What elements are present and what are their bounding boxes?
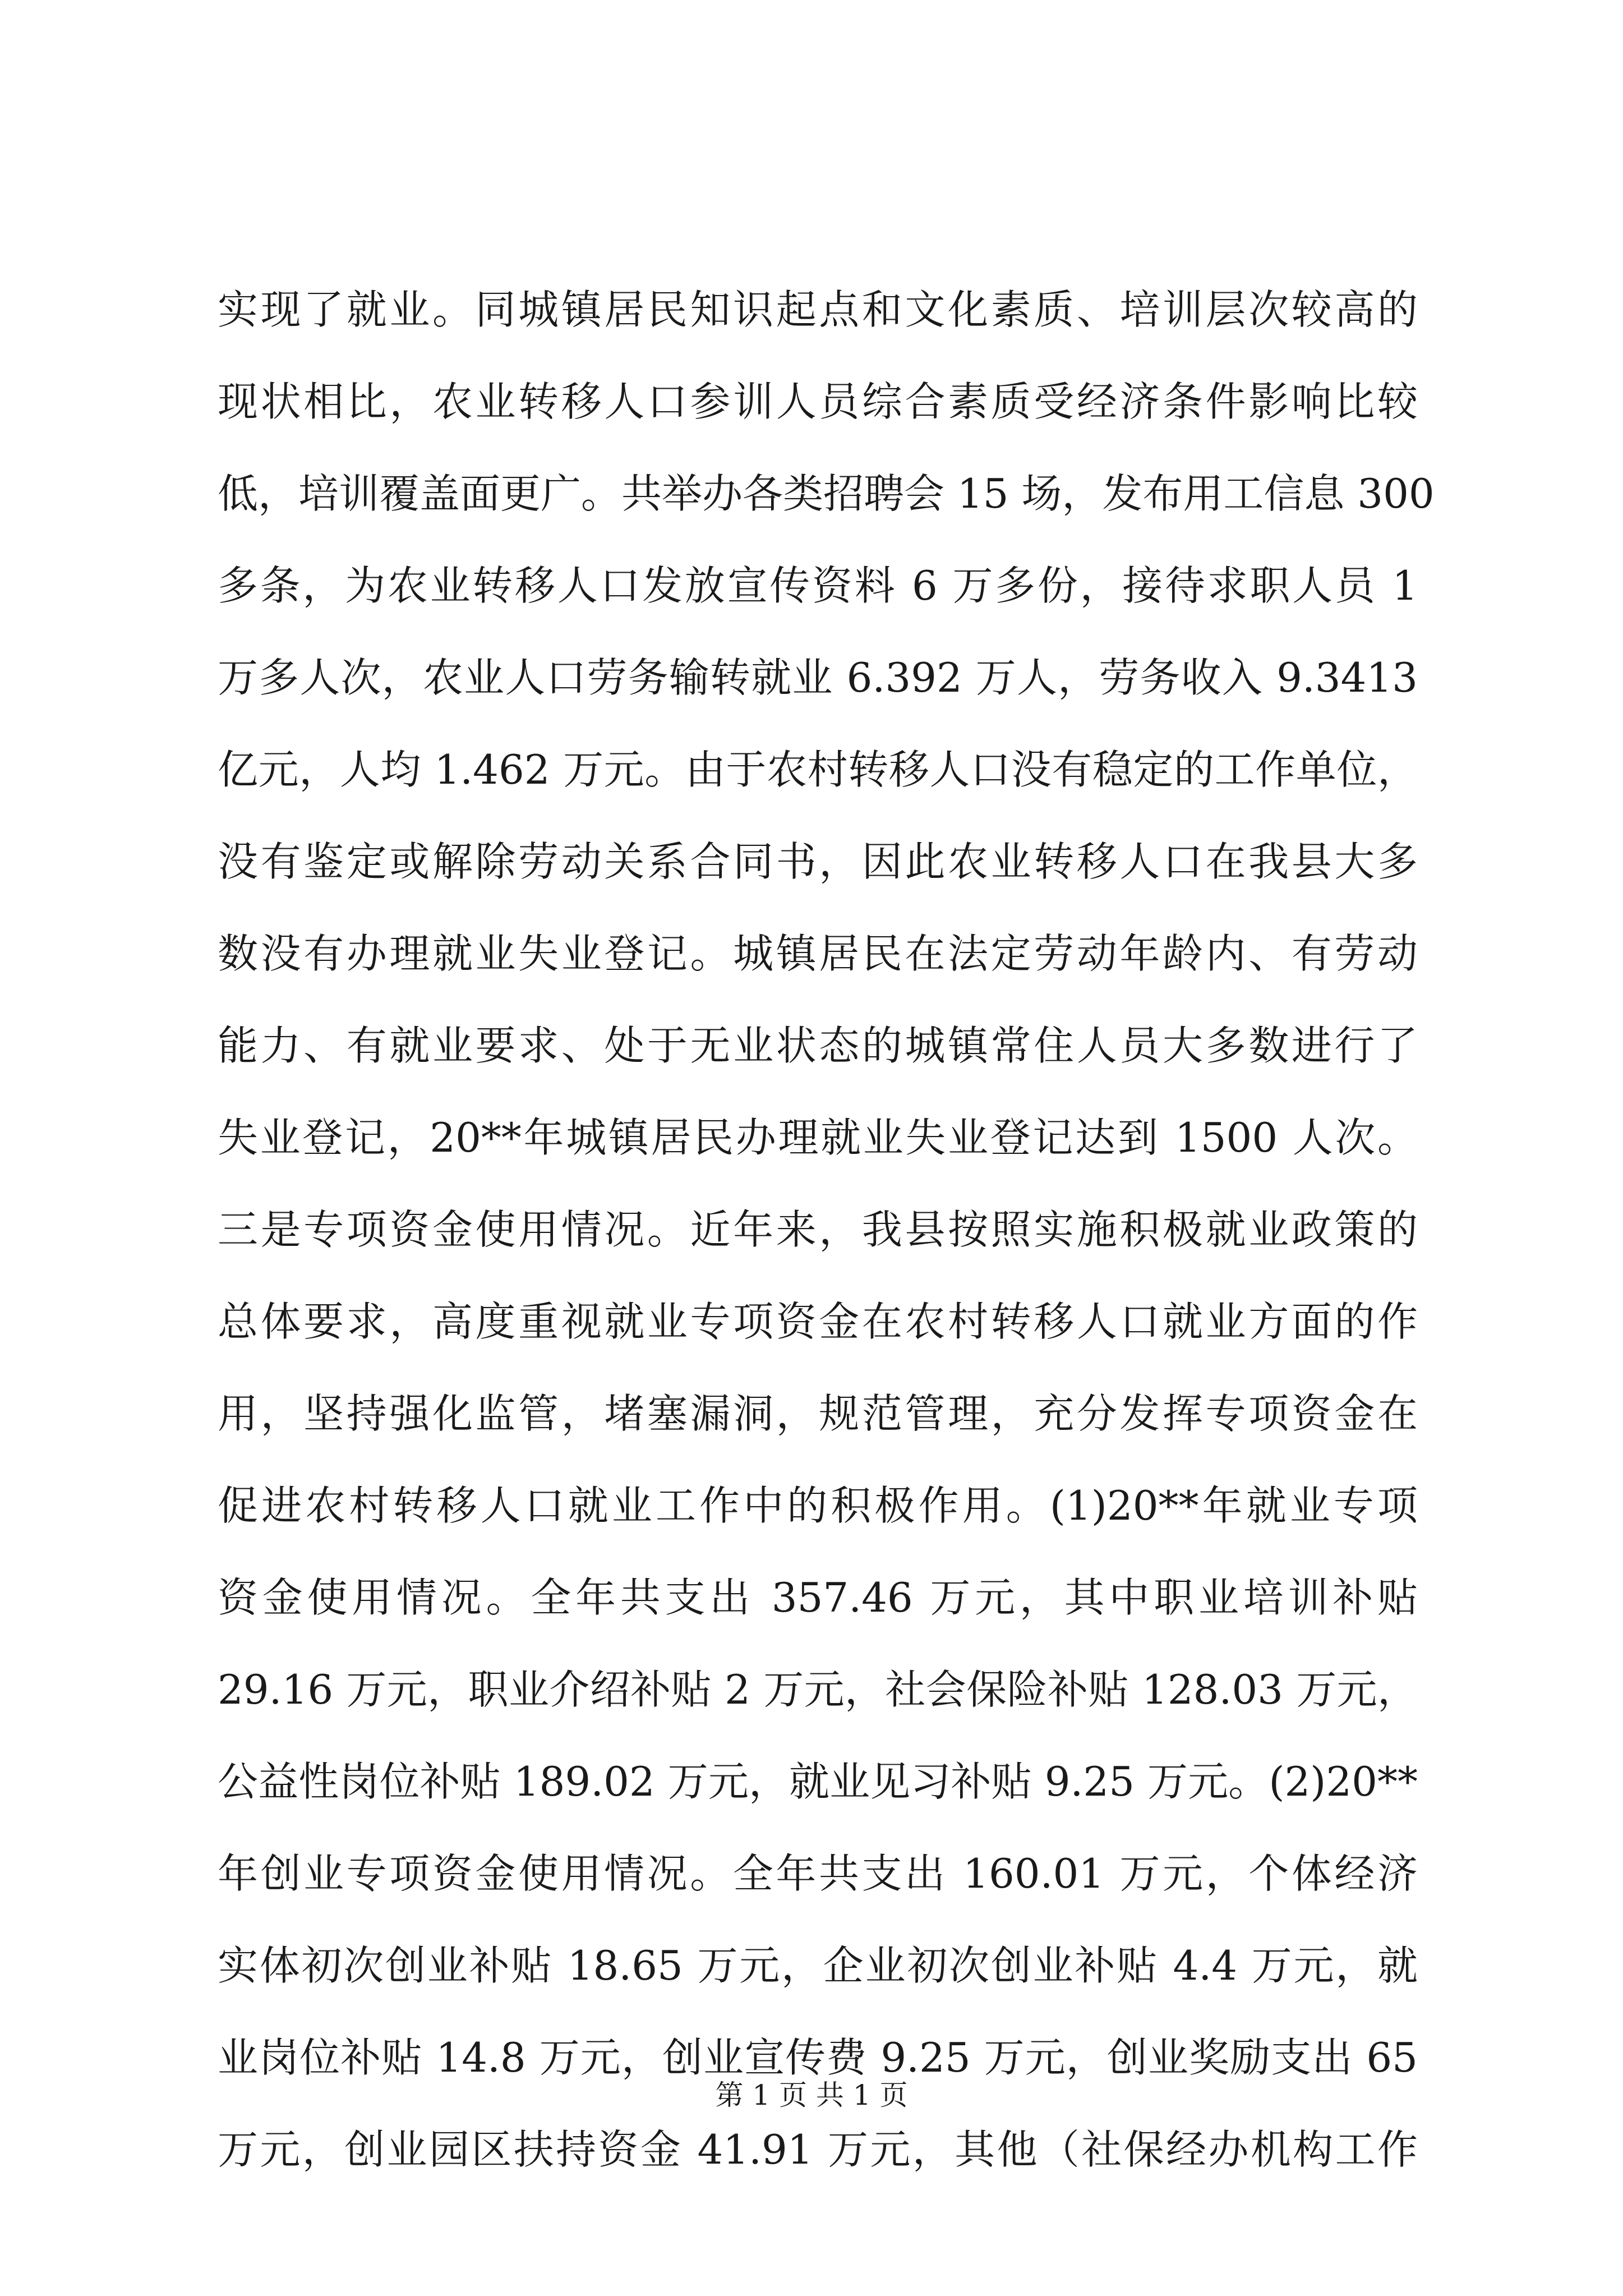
text-line-7: 没有鉴定或解除劳动关系合同书，因此农业转移人口在我县大多 [218,838,1418,885]
text-line-8: 数没有办理就业失业登记。城镇居民在法定劳动年龄内、有劳动 [218,930,1418,977]
text-line-19: 实体初次创业补贴 18.65 万元，企业初次创业补贴 4.4 万元，就 [218,1942,1418,1989]
document-body [218,264,1435,2196]
page-number-label: 第 1 页 共 1 页 [715,2079,908,2111]
text-line-3: 低，培训覆盖面更广。共举办各类招聘会 15 场，发布用工信息 300 [218,470,1435,517]
text-line-13: 用，坚持强化监管，堵塞漏洞，规范管理，充分发挥专项资金在 [218,1390,1418,1437]
text-line-15: 资金使用情况。全年共支出 357.46 万元，其中职业培训补贴 [218,1574,1418,1621]
text-line-12: 总体要求，高度重视就业专项资金在农村转移人口就业方面的作 [218,1298,1418,1345]
text-line-20: 业岗位补贴 14.8 万元，创业宣传费 9.25 万元，创业奖励支出 65 [218,2034,1418,2081]
text-line-2: 现状相比，农业转移人口参训人员综合素质受经济条件影响比较 [218,378,1418,425]
text-line-17: 公益性岗位补贴 189.02 万元，就业见习补贴 9.25 万元。(2)20** [218,1758,1418,1805]
text-line-11: 三是专项资金使用情况。近年来，我县按照实施积极就业政策的 [218,1206,1418,1253]
text-line-4: 多条，为农业转移人口发放宣传资料 6 万多份，接待求职人员 1 [218,562,1418,609]
text-line-16: 29.16 万元，职业介绍补贴 2 万元，社会保险补贴 128.03 万元， [218,1666,1418,1713]
text-line-9: 能力、有就业要求、处于无业状态的城镇常住人员大多数进行了 [218,1022,1418,1069]
text-line-10: 失业登记，20**年城镇居民办理就业失业登记达到 1500 人次。 [218,1114,1418,1161]
text-line-1: 实现了就业。同城镇居民知识起点和文化素质、培训层次较高的 [218,286,1418,333]
text-line-14: 促进农村转移人口就业工作中的积极作用。(1)20**年就业专项 [218,1482,1418,1529]
text-line-18: 年创业专项资金使用情况。全年共支出 160.01 万元，个体经济 [218,1850,1418,1897]
text-line-21: 万元，创业园区扶持资金 41.91 万元，其他（社保经办机构工作 [218,2126,1418,2173]
page-footer [0,2076,1623,2115]
text-line-5: 万多人次，农业人口劳务输转就业 6.392 万人，劳务收入 9.3413 [218,654,1418,701]
text-line-6: 亿元，人均 1.462 万元。由于农村转移人口没有稳定的工作单位， [218,746,1418,793]
